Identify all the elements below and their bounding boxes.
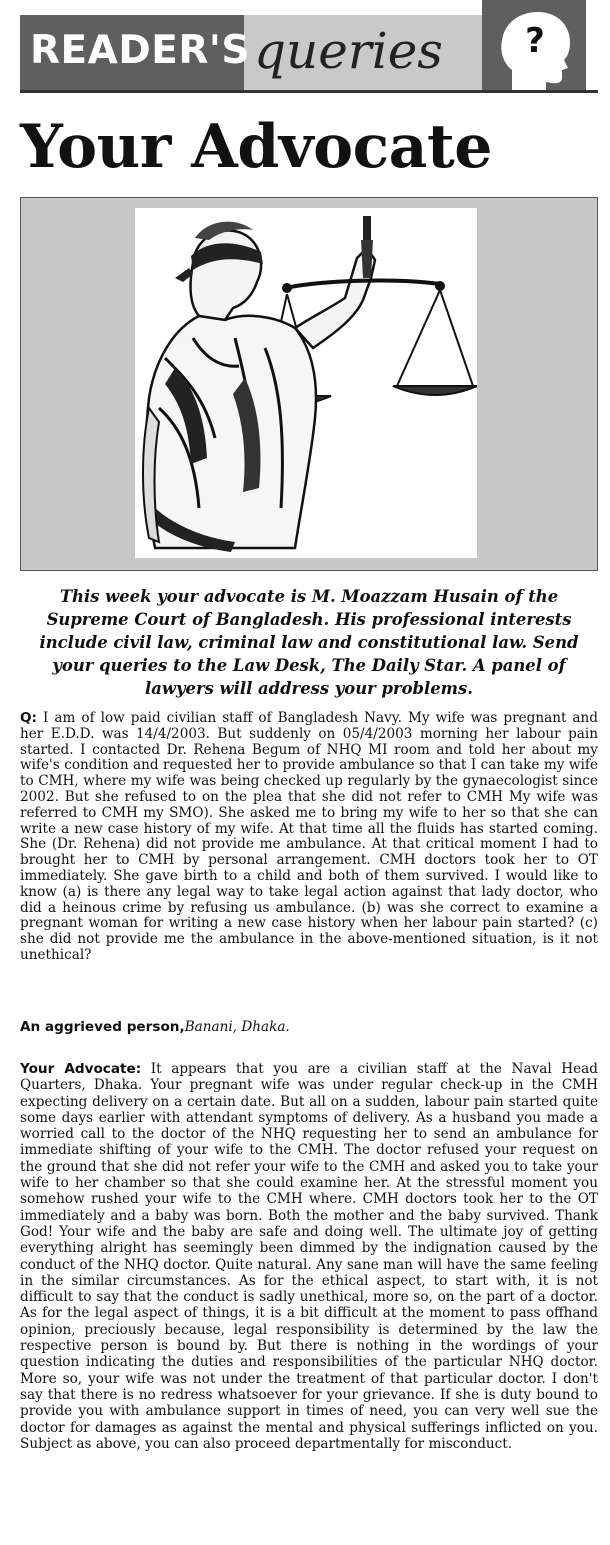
advocate-intro: This week your advocate is M. Moazzam Husain of the Supreme Court of Bangladesh. His professional interests include civil law, criminal law and constitutional law. Send your queries to the Law Desk, The Daily Star. A panel of lawyers will address your problems.	[39, 587, 579, 698]
column-title: Your Advocate	[20, 112, 492, 182]
answer-text: It appears that you are a civilian staff at the Naval Head Quarters, Dhaka. Your pregnant wife was under regular check-up in the CMH expecting delivery on a certain date. But all on a sudden, labour pain started quite some days earlier with attendant symptoms of delivery. As a husband you made a worried call to the doctor of the NHQ requesting her to send an ambulance for immediate shifting of your wife to the CMH. The doctor refused your request on the ground that she did not refer your wife to the CMH and asked you to take your wife to her chamber so that she could examine her. At the stressful moment you somehow rushed your wife to the CMH where. CMH doctors took her to the OT immediately and a baby was born. Both the mother and the baby survived. Thank God! Your wife and the baby are safe and doing well. The ultimate joy of getting everything alright has seemingly been dimmed by the indignation caused by the conduct of the NHQ doctor. Quite natural. Any sane man will have the same feeling in the similar circumstances. As for the ethical aspect, to start with, it is not difficult to say that the conduct is sadly unethical, more so, on the part of a doctor. As for the legal aspect of things, it is a bit difficult at the moment to pass offhand opinion, preciously because, legal responsibility is determined by the law the respective person is bound by. But there is nothing in the wordings of your question indicating the duties and responsibilities of the particular NHQ doctor. More so, your wife was not under the treatment of that particular doctor. I don't say that there is no redress whatsoever for your grievance. If she is duty bound to provide you with ambulance support in times of need, you can very well sue the doctor for damages as against the mental and physical sufferings inflicted on you. Subject as above, you can also proceed departmentally for misconduct.	[20, 1061, 598, 1452]
question-paragraph	[20, 711, 598, 964]
answer-label: Your Advocate:	[20, 1061, 142, 1077]
head-question-glyph: ?	[525, 21, 545, 61]
section-banner	[0, 0, 610, 95]
signature-name: An aggrieved person,	[20, 1019, 185, 1035]
answer-paragraph	[20, 1061, 598, 1452]
photo-frame	[20, 197, 598, 571]
question-signature	[20, 1019, 598, 1035]
lady-justice-icon	[135, 208, 477, 558]
banner-rule	[20, 90, 598, 93]
photo	[135, 208, 477, 558]
banner-label-bold: READER'S	[30, 28, 250, 73]
banner-label-script: queries	[254, 22, 443, 80]
question-label: Q:	[20, 710, 37, 726]
head-question-icon	[494, 6, 578, 90]
signature-place: Banani, Dhaka.	[184, 1019, 290, 1035]
question-text: I am of low paid civilian staff of Bangladesh Navy. My wife was pregnant and her E.D.D. was 14/4/2003. But suddenly on 05/4/2003 morning her labour pain started. I contacted Dr. Rehena Begum of NHQ MI room and told her about my wife's condition and requested her to provide ambulance so that I can take my wife to CMH, where my wife was being checked up regularly by the gynaecologist since 2002. But she refused to on the plea that she did not refer to CMH My wife was referred to CMH my SMO). She asked me to bring my wife to her so that she can write a new case history of my wife. At that time all the fluids has started coming. She (Dr. Rehena) did not provide me ambulance. At that critical moment I had to brought her to CMH by personal arrangement. CMH doctors took her to OT immediately. She gave birth to a child and both of them survived. I would like to know (a) is there any legal way to take legal action against that lady doctor, who did a heinous crime by refusing us ambulance. (b) was she correct to examine a pregnant woman for writing a new case history when her labour pain started? (c) she did not provide me the ambulance in the above-mentioned situation, is it not unethical?	[20, 710, 598, 963]
